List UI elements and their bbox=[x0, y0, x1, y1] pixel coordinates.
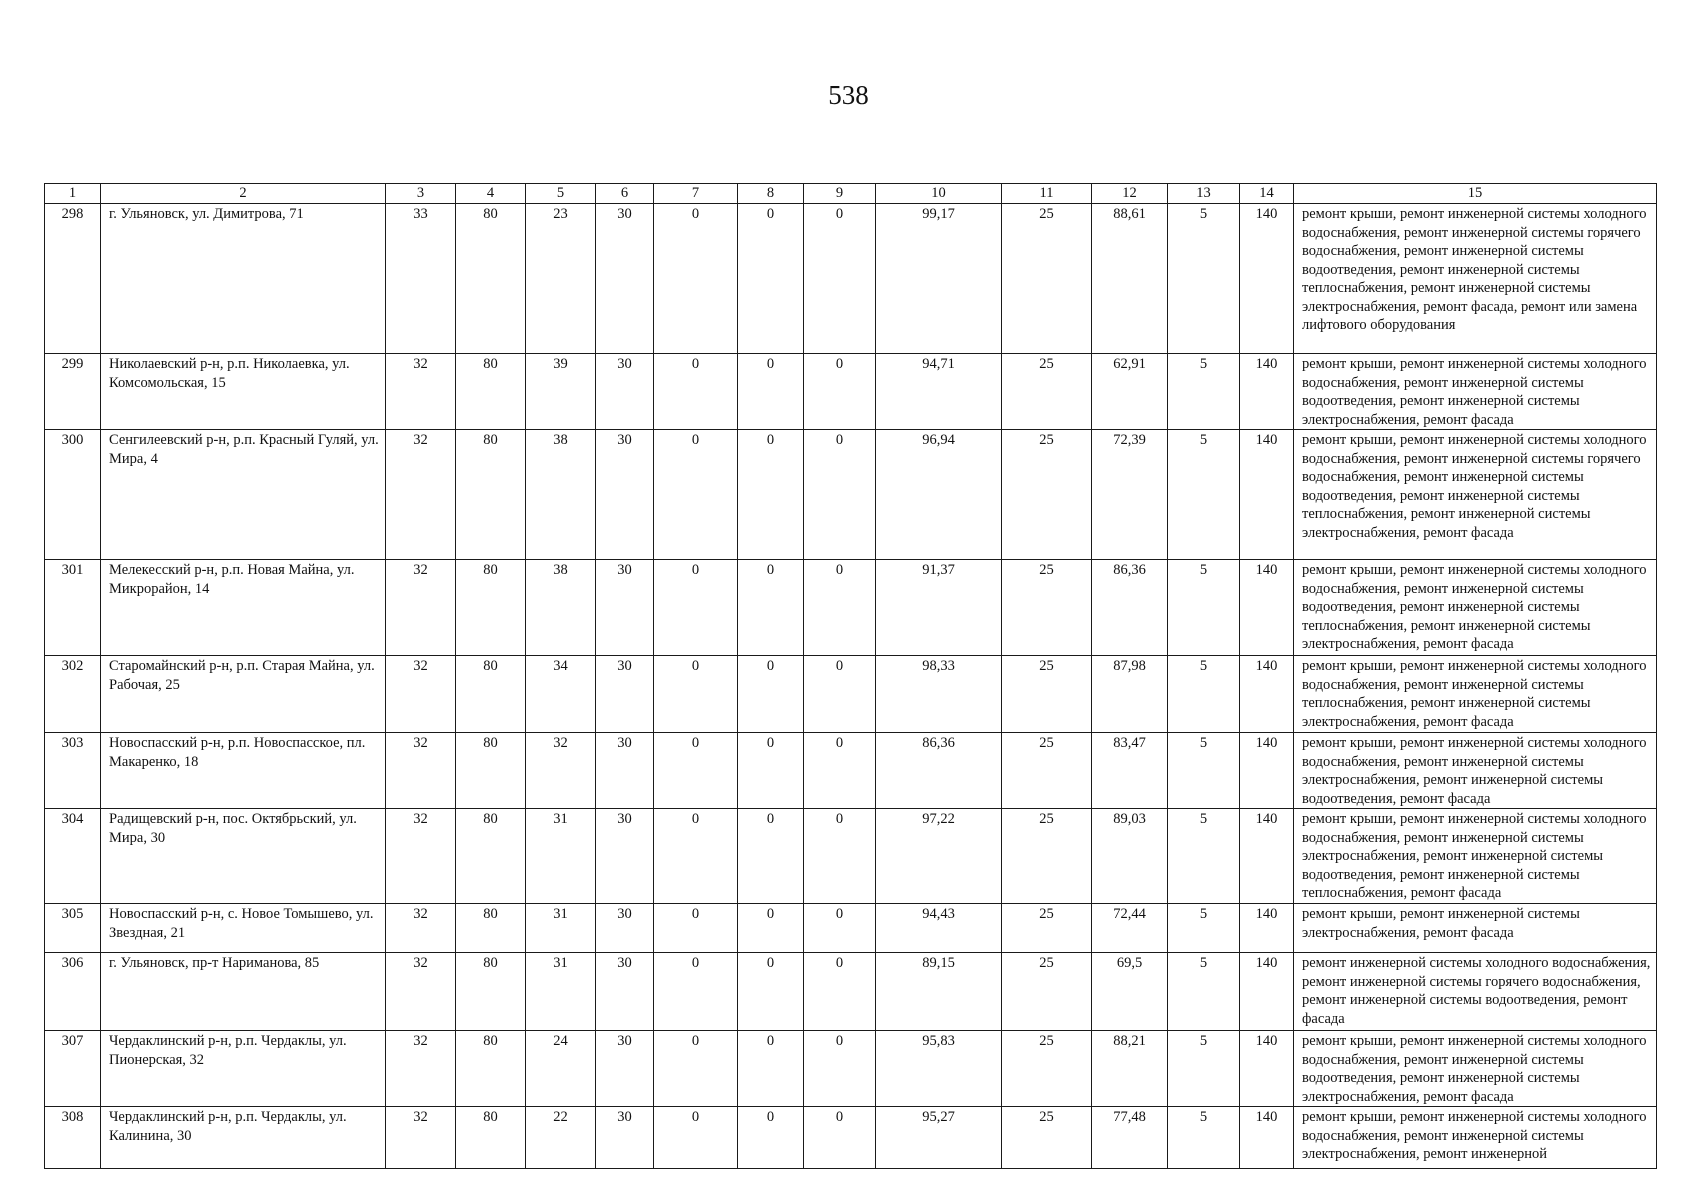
column-header: 7 bbox=[654, 184, 738, 204]
table-cell: 23 bbox=[526, 204, 596, 354]
table-cell: 140 bbox=[1240, 1031, 1294, 1107]
table-row bbox=[45, 204, 1657, 354]
table-cell: 0 bbox=[654, 204, 738, 354]
table-cell: 0 bbox=[804, 809, 876, 904]
table-cell: 0 bbox=[738, 354, 804, 430]
table-cell: 25 bbox=[1002, 1031, 1092, 1107]
table-row bbox=[45, 904, 1657, 953]
table-cell: 0 bbox=[654, 809, 738, 904]
address-cell: Новоспасский р-н, с. Новое Томышево, ул. Звездная, 21 bbox=[101, 904, 386, 953]
table-cell: 0 bbox=[654, 953, 738, 1031]
column-header: 12 bbox=[1092, 184, 1168, 204]
table-cell: 30 bbox=[596, 1107, 654, 1169]
table-cell: 5 bbox=[1168, 953, 1240, 1031]
table-cell: 140 bbox=[1240, 953, 1294, 1031]
repair-works-cell: ремонт крыши, ремонт инженерной системы электроснабжения, ремонт фасада bbox=[1294, 904, 1657, 953]
address-cell: г. Ульяновск, пр-т Нариманова, 85 bbox=[101, 953, 386, 1031]
table-row bbox=[45, 809, 1657, 904]
table-cell: 25 bbox=[1002, 1107, 1092, 1169]
row-number: 300 bbox=[45, 430, 101, 560]
repair-works-cell: ремонт крыши, ремонт инженерной системы холодного водоснабжения, ремонт инженерной системы водоотведения, ремонт инженерной системы электроснабжения, ремонт фасада bbox=[1294, 1031, 1657, 1107]
table-cell: 0 bbox=[738, 430, 804, 560]
table-cell: 89,03 bbox=[1092, 809, 1168, 904]
table-cell: 30 bbox=[596, 733, 654, 809]
table-cell: 80 bbox=[456, 560, 526, 656]
column-header: 3 bbox=[386, 184, 456, 204]
table-cell: 98,33 bbox=[876, 656, 1002, 733]
table-cell: 88,61 bbox=[1092, 204, 1168, 354]
table-cell: 30 bbox=[596, 354, 654, 430]
table-cell: 80 bbox=[456, 354, 526, 430]
table-cell: 80 bbox=[456, 656, 526, 733]
repair-works-cell: ремонт крыши, ремонт инженерной системы холодного водоснабжения, ремонт инженерной системы водоотведения, ремонт инженерной системы теплоснабжения, ремонт инженерной системы электроснабжения, ремонт фасада bbox=[1294, 560, 1657, 656]
table-cell: 83,47 bbox=[1092, 733, 1168, 809]
table-row bbox=[45, 354, 1657, 430]
table-cell: 99,17 bbox=[876, 204, 1002, 354]
table-cell: 0 bbox=[738, 204, 804, 354]
table-cell: 5 bbox=[1168, 904, 1240, 953]
table-cell: 95,27 bbox=[876, 1107, 1002, 1169]
table-cell: 62,91 bbox=[1092, 354, 1168, 430]
column-header: 14 bbox=[1240, 184, 1294, 204]
row-number: 304 bbox=[45, 809, 101, 904]
table-cell: 0 bbox=[804, 1031, 876, 1107]
table-cell: 0 bbox=[654, 354, 738, 430]
table-cell: 38 bbox=[526, 430, 596, 560]
table-cell: 0 bbox=[654, 1107, 738, 1169]
table-cell: 30 bbox=[596, 953, 654, 1031]
table-cell: 0 bbox=[804, 733, 876, 809]
table-cell: 32 bbox=[386, 430, 456, 560]
table-cell: 25 bbox=[1002, 560, 1092, 656]
table-cell: 80 bbox=[456, 430, 526, 560]
repair-works-cell: ремонт крыши, ремонт инженерной системы холодного водоснабжения, ремонт инженерной системы электроснабжения, ремонт инженерной системы водоотведения, ремонт фасада bbox=[1294, 733, 1657, 809]
table-cell: 25 bbox=[1002, 733, 1092, 809]
table-cell: 32 bbox=[386, 560, 456, 656]
table-cell: 72,39 bbox=[1092, 430, 1168, 560]
table-cell: 80 bbox=[456, 809, 526, 904]
table-cell: 22 bbox=[526, 1107, 596, 1169]
row-number: 306 bbox=[45, 953, 101, 1031]
table-cell: 0 bbox=[804, 204, 876, 354]
table-cell: 0 bbox=[654, 733, 738, 809]
table-cell: 86,36 bbox=[876, 733, 1002, 809]
column-header: 5 bbox=[526, 184, 596, 204]
table-cell: 39 bbox=[526, 354, 596, 430]
table-cell: 96,94 bbox=[876, 430, 1002, 560]
table-cell: 140 bbox=[1240, 809, 1294, 904]
table-cell: 80 bbox=[456, 733, 526, 809]
column-header: 4 bbox=[456, 184, 526, 204]
repair-works-cell: ремонт крыши, ремонт инженерной системы холодного водоснабжения, ремонт инженерной системы электроснабжения, ремонт инженерной системы водоотведения, ремонт инженерной системы теплоснабжения, ремонт фасада bbox=[1294, 809, 1657, 904]
table-row bbox=[45, 733, 1657, 809]
table-cell: 25 bbox=[1002, 204, 1092, 354]
table-cell: 0 bbox=[654, 1031, 738, 1107]
table-cell: 0 bbox=[738, 904, 804, 953]
address-cell: Радищевский р-н, пос. Октябрьский, ул. Мира, 30 bbox=[101, 809, 386, 904]
address-cell: Старомайнский р-н, р.п. Старая Майна, ул. Рабочая, 25 bbox=[101, 656, 386, 733]
column-header: 6 bbox=[596, 184, 654, 204]
column-header: 15 bbox=[1294, 184, 1657, 204]
row-number: 301 bbox=[45, 560, 101, 656]
table-cell: 0 bbox=[738, 1107, 804, 1169]
table-cell: 30 bbox=[596, 1031, 654, 1107]
table-cell: 94,43 bbox=[876, 904, 1002, 953]
table-cell: 5 bbox=[1168, 656, 1240, 733]
table-cell: 32 bbox=[386, 656, 456, 733]
page-number: 538 bbox=[828, 80, 869, 110]
table-cell: 0 bbox=[738, 560, 804, 656]
table-cell: 0 bbox=[804, 904, 876, 953]
table-cell: 0 bbox=[804, 656, 876, 733]
table-row bbox=[45, 953, 1657, 1031]
row-number: 308 bbox=[45, 1107, 101, 1169]
table-cell: 25 bbox=[1002, 904, 1092, 953]
table-cell: 0 bbox=[804, 354, 876, 430]
table-cell: 0 bbox=[738, 809, 804, 904]
repair-works-cell: ремонт инженерной системы холодного водоснабжения, ремонт инженерной системы горячего водоснабжения, ремонт инженерной системы водоотведения, ремонт фасада bbox=[1294, 953, 1657, 1031]
address-cell: Мелекесский р-н, р.п. Новая Майна, ул. Микрорайон, 14 bbox=[101, 560, 386, 656]
table-cell: 94,71 bbox=[876, 354, 1002, 430]
address-cell: г. Ульяновск, ул. Димитрова, 71 bbox=[101, 204, 386, 354]
table-cell: 0 bbox=[654, 904, 738, 953]
table-cell: 87,98 bbox=[1092, 656, 1168, 733]
table-cell: 95,83 bbox=[876, 1031, 1002, 1107]
table-cell: 140 bbox=[1240, 656, 1294, 733]
column-header: 8 bbox=[738, 184, 804, 204]
table-cell: 5 bbox=[1168, 204, 1240, 354]
table-cell: 0 bbox=[738, 1031, 804, 1107]
table-cell: 25 bbox=[1002, 430, 1092, 560]
table-cell: 25 bbox=[1002, 809, 1092, 904]
table-cell: 5 bbox=[1168, 1107, 1240, 1169]
table-cell: 0 bbox=[654, 560, 738, 656]
table-cell: 30 bbox=[596, 904, 654, 953]
table-cell: 88,21 bbox=[1092, 1031, 1168, 1107]
table-cell: 0 bbox=[738, 733, 804, 809]
table-row bbox=[45, 1031, 1657, 1107]
housing-repair-table bbox=[44, 183, 1657, 1169]
repair-works-cell: ремонт крыши, ремонт инженерной системы холодного водоснабжения, ремонт инженерной системы горячего водоснабжения, ремонт инженерной системы водоотведения, ремонт инженерной системы теплоснабжения, ремонт инженерной системы электроснабжения, ремонт фасада, ремонт или замена лифтового оборудования bbox=[1294, 204, 1657, 354]
table-cell: 30 bbox=[596, 809, 654, 904]
table-cell: 80 bbox=[456, 204, 526, 354]
table-cell: 38 bbox=[526, 560, 596, 656]
column-number-row bbox=[45, 184, 1657, 204]
table-cell: 5 bbox=[1168, 1031, 1240, 1107]
table-cell: 5 bbox=[1168, 809, 1240, 904]
address-cell: Сенгилеевский р-н, р.п. Красный Гуляй, ул. Мира, 4 bbox=[101, 430, 386, 560]
table-cell: 32 bbox=[386, 1107, 456, 1169]
table-cell: 77,48 bbox=[1092, 1107, 1168, 1169]
table-cell: 24 bbox=[526, 1031, 596, 1107]
table-cell: 32 bbox=[526, 733, 596, 809]
table-cell: 25 bbox=[1002, 953, 1092, 1031]
column-header: 1 bbox=[45, 184, 101, 204]
table-row bbox=[45, 430, 1657, 560]
table-cell: 97,22 bbox=[876, 809, 1002, 904]
table-cell: 0 bbox=[804, 430, 876, 560]
column-header: 2 bbox=[101, 184, 386, 204]
table-cell: 80 bbox=[456, 953, 526, 1031]
table-cell: 69,5 bbox=[1092, 953, 1168, 1031]
row-number: 303 bbox=[45, 733, 101, 809]
table-cell: 31 bbox=[526, 904, 596, 953]
repair-works-cell: ремонт крыши, ремонт инженерной системы холодного водоснабжения, ремонт инженерной системы теплоснабжения, ремонт инженерной системы электроснабжения, ремонт фасада bbox=[1294, 656, 1657, 733]
repair-works-cell: ремонт крыши, ремонт инженерной системы холодного водоснабжения, ремонт инженерной системы водоотведения, ремонт инженерной системы электроснабжения, ремонт фасада bbox=[1294, 354, 1657, 430]
table-cell: 5 bbox=[1168, 354, 1240, 430]
table-row bbox=[45, 656, 1657, 733]
table-cell: 30 bbox=[596, 560, 654, 656]
column-header: 11 bbox=[1002, 184, 1092, 204]
table-cell: 32 bbox=[386, 809, 456, 904]
table-cell: 0 bbox=[804, 560, 876, 656]
address-cell: Новоспасский р-н, р.п. Новоспасское, пл. Макаренко, 18 bbox=[101, 733, 386, 809]
table-cell: 30 bbox=[596, 430, 654, 560]
table-cell: 32 bbox=[386, 953, 456, 1031]
table-row bbox=[45, 560, 1657, 656]
row-number: 299 bbox=[45, 354, 101, 430]
table-cell: 31 bbox=[526, 809, 596, 904]
column-header: 13 bbox=[1168, 184, 1240, 204]
table-cell: 0 bbox=[804, 1107, 876, 1169]
table-cell: 80 bbox=[456, 904, 526, 953]
table-cell: 31 bbox=[526, 953, 596, 1031]
table-cell: 0 bbox=[738, 953, 804, 1031]
row-number: 298 bbox=[45, 204, 101, 354]
table-cell: 25 bbox=[1002, 354, 1092, 430]
column-header: 10 bbox=[876, 184, 1002, 204]
table-cell: 32 bbox=[386, 354, 456, 430]
row-number: 305 bbox=[45, 904, 101, 953]
table-cell: 32 bbox=[386, 1031, 456, 1107]
table-cell: 34 bbox=[526, 656, 596, 733]
column-header: 9 bbox=[804, 184, 876, 204]
table-cell: 5 bbox=[1168, 733, 1240, 809]
table-cell: 80 bbox=[456, 1107, 526, 1169]
table-cell: 140 bbox=[1240, 354, 1294, 430]
address-cell: Николаевский р-н, р.п. Николаевка, ул. Комсомольская, 15 bbox=[101, 354, 386, 430]
table-cell: 33 bbox=[386, 204, 456, 354]
table-cell: 140 bbox=[1240, 904, 1294, 953]
table-cell: 32 bbox=[386, 904, 456, 953]
row-number: 302 bbox=[45, 656, 101, 733]
table-cell: 0 bbox=[654, 656, 738, 733]
address-cell: Чердаклинский р-н, р.п. Чердаклы, ул. Пионерская, 32 bbox=[101, 1031, 386, 1107]
repair-works-cell: ремонт крыши, ремонт инженерной системы холодного водоснабжения, ремонт инженерной системы горячего водоснабжения, ремонт инженерной системы водоотведения, ремонт инженерной системы теплоснабжения, ремонт инженерной системы электроснабжения, ремонт фасада bbox=[1294, 430, 1657, 560]
table-cell: 0 bbox=[804, 953, 876, 1031]
table-cell: 32 bbox=[386, 733, 456, 809]
table-cell: 140 bbox=[1240, 733, 1294, 809]
row-number: 307 bbox=[45, 1031, 101, 1107]
table-cell: 0 bbox=[738, 656, 804, 733]
repair-works-cell: ремонт крыши, ремонт инженерной системы холодного водоснабжения, ремонт инженерной системы электроснабжения, ремонт инженерной bbox=[1294, 1107, 1657, 1169]
table-cell: 89,15 bbox=[876, 953, 1002, 1031]
table-cell: 0 bbox=[654, 430, 738, 560]
table-cell: 30 bbox=[596, 204, 654, 354]
table-cell: 80 bbox=[456, 1031, 526, 1107]
table-cell: 140 bbox=[1240, 430, 1294, 560]
table-cell: 140 bbox=[1240, 560, 1294, 656]
table-cell: 25 bbox=[1002, 656, 1092, 733]
table-row bbox=[45, 1107, 1657, 1169]
table-cell: 86,36 bbox=[1092, 560, 1168, 656]
table-cell: 5 bbox=[1168, 430, 1240, 560]
address-cell: Чердаклинский р-н, р.п. Чердаклы, ул. Калинина, 30 bbox=[101, 1107, 386, 1169]
table-cell: 91,37 bbox=[876, 560, 1002, 656]
table-cell: 5 bbox=[1168, 560, 1240, 656]
table-cell: 140 bbox=[1240, 1107, 1294, 1169]
table-cell: 72,44 bbox=[1092, 904, 1168, 953]
table-cell: 30 bbox=[596, 656, 654, 733]
table-cell: 140 bbox=[1240, 204, 1294, 354]
